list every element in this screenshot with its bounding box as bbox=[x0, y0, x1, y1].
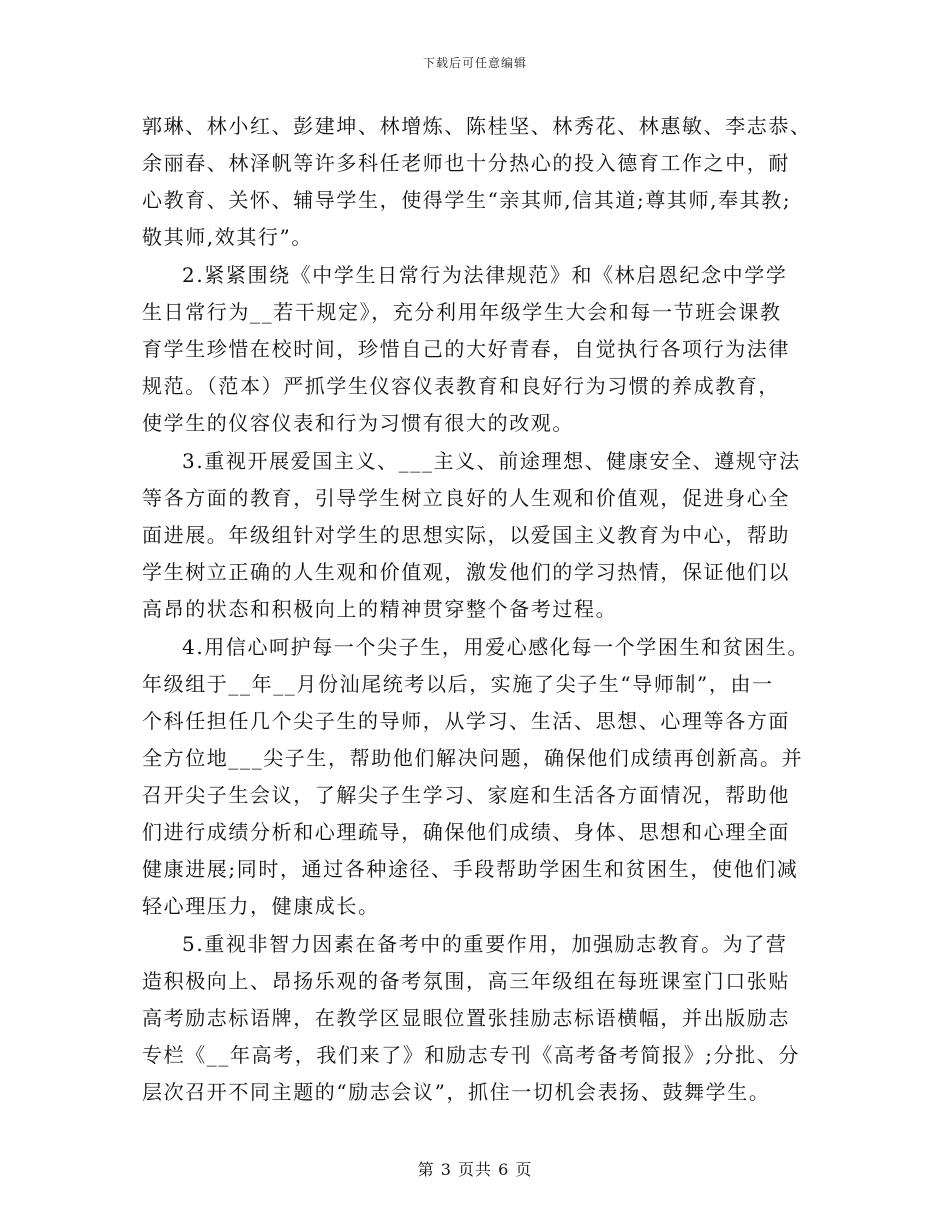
text-line: 4.用信心呵护每一个尖子生，用爱心感化每一个学困生和贫困生。 bbox=[182, 635, 810, 659]
paragraph-3 bbox=[142, 443, 817, 628]
text-line: 健康进展;同时，通过各种途径、手段帮助学困生和贫困生，使他们减 bbox=[142, 857, 799, 881]
text-line: 心教育、关怀、辅导学生，使得学生“亲其师,信其道;尊其师,奉其教; bbox=[142, 188, 792, 212]
text-line: 3.重视开展爱国主义、___主义、前途理想、健康安全、遵规守法 bbox=[182, 449, 801, 473]
text-line: 等各方面的教育，引导学生树立良好的人生观和价值观，促进身心全 bbox=[142, 486, 790, 510]
paragraph-2 bbox=[142, 257, 817, 442]
paragraph-1 bbox=[142, 108, 817, 256]
text-line: 郭琳、林小红、彭建坤、林增炼、陈桂坚、林秀花、林惠敏、李志恭、 bbox=[142, 114, 812, 138]
text-line: 年级组于__年__月份汕尾统考以后，实施了尖子生“导师制”，由一 bbox=[142, 672, 774, 696]
text-line: 层次召开不同主题的“励志会议”，抓住一切机会表扬、鼓舞学生。 bbox=[142, 1080, 771, 1104]
text-line: 召开尖子生会议，了解尖子生学习、家庭和生活各方面情况，帮助他 bbox=[142, 783, 790, 807]
text-line: 5.重视非智力因素在备考中的重要作用，加强励志教育。为了营 bbox=[182, 932, 788, 956]
text-line: 2.紧紧围绕《中学生日常行为法律规范》和《林启恩纪念中学学 bbox=[182, 263, 788, 287]
paragraph-5 bbox=[142, 926, 817, 1111]
text-line: 个科任担任几个尖子生的导师，从学习、生活、思想、心理等各方面 bbox=[142, 709, 790, 733]
page-header: 下载后可任意编辑 bbox=[422, 56, 527, 70]
document-body bbox=[142, 108, 817, 1112]
text-line: 生日常行为__若干规定》，充分利用年级学生大会和每一节班会课教 bbox=[142, 300, 782, 324]
paragraph-4 bbox=[142, 629, 817, 925]
text-line: 使学生的仪容仪表和行为习惯有很大的改观。 bbox=[142, 411, 574, 435]
text-line: 高昂的状态和积极向上的精神贯穿整个备考过程。 bbox=[142, 597, 618, 621]
text-line: 造积极向上、昂扬乐观的备考氛围，高三年级组在每班课室门口张贴 bbox=[142, 969, 790, 993]
text-line: 高考励志标语牌，在教学区显眼位置张挂励志标语横幅，并出版励志 bbox=[142, 1006, 790, 1030]
text-line: 规范。（范本）严抓学生仪容仪表教育和良好行为习惯的养成教育， bbox=[142, 374, 780, 398]
text-line: 育学生珍惜在校时间，珍惜自己的大好青春，自觉执行各项行为法律 bbox=[142, 337, 790, 361]
page-footer: 第 3 页共 6 页 bbox=[417, 1160, 533, 1179]
text-line: 敬其师,效其行”。 bbox=[142, 225, 313, 249]
text-line: 全方位地___尖子生，帮助他们解决问题，确保他们成绩再创新高。并 bbox=[142, 746, 804, 770]
text-line: 轻心理压力，健康成长。 bbox=[142, 894, 380, 918]
text-line: 学生树立正确的人生观和价值观，激发他们的学习热情，保证他们以 bbox=[142, 560, 790, 584]
text-line: 面进展。年级组针对学生的思想实际，以爱国主义教育为中心，帮助 bbox=[142, 523, 790, 547]
text-line: 专栏《__年高考，我们来了》和励志专刊《高考备考简报》;分批、分 bbox=[142, 1043, 800, 1067]
text-line: 们进行成绩分析和心理疏导，确保他们成绩、身体、思想和心理全面 bbox=[142, 820, 790, 844]
text-line: 余丽春、林泽帆等许多科任老师也十分热心的投入德育工作之中，耐 bbox=[142, 151, 790, 175]
